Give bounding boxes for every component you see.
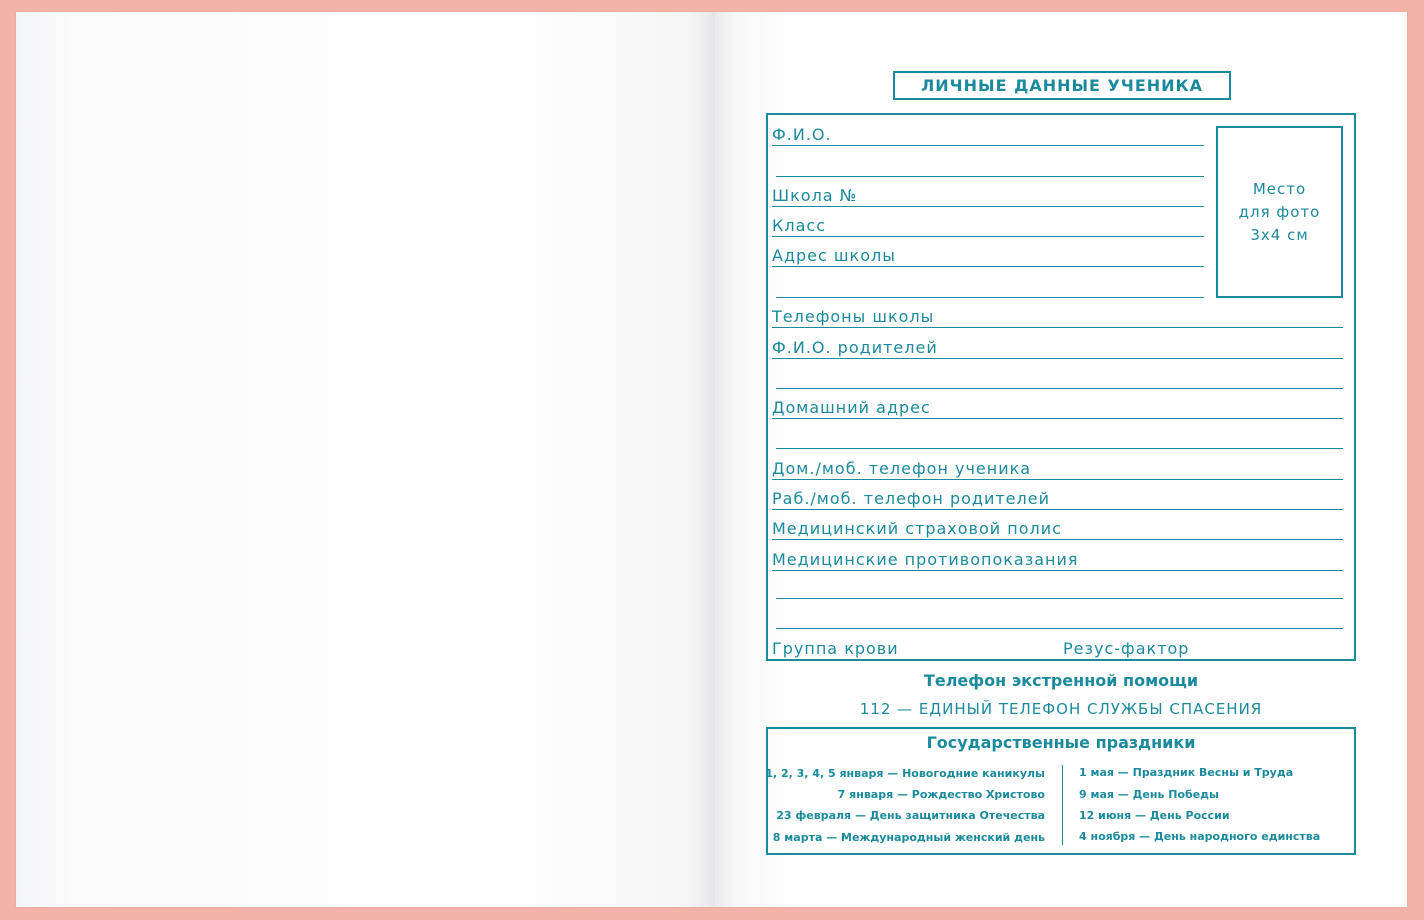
fio-blank-line	[776, 156, 1204, 177]
school-address-field: Адрес школы	[772, 246, 1204, 267]
form-title: ЛИЧНЫЕ ДАННЫЕ УЧЕНИКА	[893, 71, 1231, 100]
holiday-item: 7 января — Рождество Христово	[837, 788, 1045, 801]
contraindications-field: Медицинские противопоказания	[772, 550, 1343, 571]
photo-label-line-2: для фото	[1238, 202, 1321, 221]
holiday-item: 23 февраля — День защитника Отечества	[776, 809, 1045, 822]
holiday-item: 12 июня — День России	[1079, 809, 1230, 822]
parents-fio-field: Ф.И.О. родителей	[772, 338, 1343, 359]
school-address-blank-line	[776, 277, 1204, 298]
holiday-item: 1, 2, 3, 4, 5 января — Новогодние каникулы	[765, 767, 1045, 780]
holidays-divider	[1062, 765, 1063, 845]
home-address-blank-line	[776, 428, 1343, 449]
rhesus-label: Резус-фактор	[1063, 639, 1190, 658]
contraindications-blank-line-2	[776, 608, 1343, 629]
photo-label-line-1: Место	[1252, 179, 1307, 198]
left-page	[16, 12, 714, 907]
school-number-field: Школа №	[772, 186, 1204, 207]
student-phone-field: Дом./моб. телефон ученика	[772, 459, 1343, 480]
fio-field: Ф.И.О.	[772, 125, 1204, 146]
photo-label-line-3: 3x4 см	[1250, 225, 1309, 244]
holiday-item: 1 мая — Праздник Весны и Труда	[1079, 766, 1294, 779]
photo-placeholder	[1216, 126, 1343, 298]
parents-fio-blank-line	[776, 368, 1343, 389]
emergency-title: Телефон экстренной помощи	[923, 671, 1199, 690]
school-phones-field: Телефоны школы	[772, 307, 1343, 328]
class-field: Класс	[772, 216, 1204, 237]
holiday-item: 8 марта — Международный женский день	[772, 831, 1045, 844]
holiday-item: 4 ноября — День народного единства	[1079, 830, 1321, 843]
blood-group-label: Группа крови	[772, 639, 899, 658]
holidays-title: Государственные праздники	[926, 733, 1196, 752]
contraindications-blank-line-1	[776, 578, 1343, 599]
holiday-item: 9 мая — День Победы	[1079, 788, 1219, 801]
parents-phone-field: Раб./моб. телефон родителей	[772, 489, 1343, 510]
emergency-subtitle: 112 — ЕДИНЫЙ ТЕЛЕФОН СЛУЖБЫ СПАСЕНИЯ	[859, 700, 1263, 718]
insurance-field: Медицинский страховой полис	[772, 519, 1343, 540]
home-address-field: Домашний адрес	[772, 398, 1343, 419]
